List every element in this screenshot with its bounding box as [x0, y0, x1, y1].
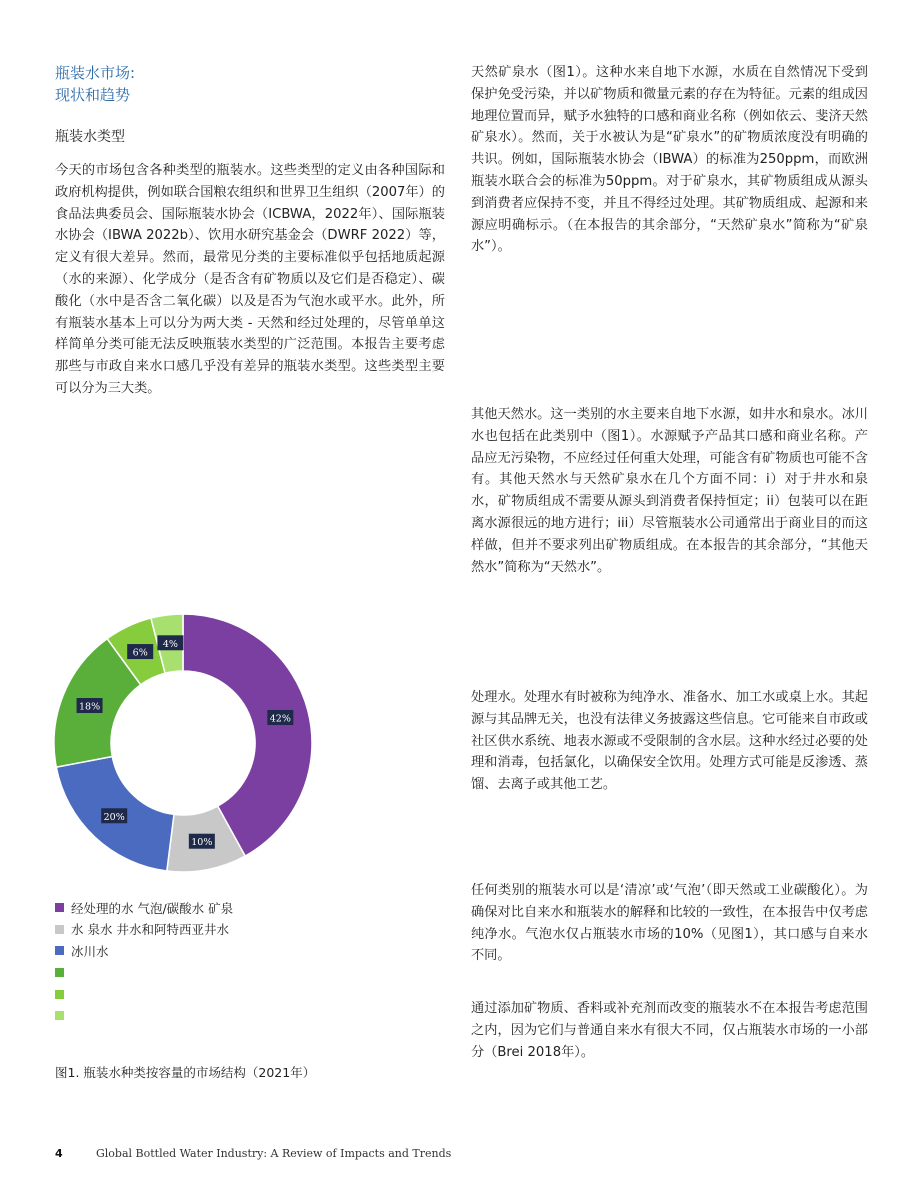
- other-natural-water-paragraph: 其他天然水。这一类别的水主要来自地下水源，如井水和泉水。冰川水也包括在此类别中（图1）。水源赋予产品其口感和商业名称。产品应无污染物，不应经过任何重大处理，可能含有矿物质也可能不含有。其他天然水与天然矿泉水在几个方面不同：i）对于井水和泉水，矿物质组成不需要从源头到消费者保持恒定；ii）包装可以在距离水源很远的地方进行；iii）尽管瓶装水公司通常出于商业目的而这样做，但并不要求列出矿物质组成。在本报告的其余部分，“其他天然水”简称为“天然水”。: [471, 407, 868, 575]
- donut-label-0: [267, 710, 293, 725]
- intro-paragraph: 今天的市场包含各种类型的瓶装水。这些类型的定义由各种国际和政府机构提供，例如联合国粮农组织和世界卫生组织（2007年）的食品法典委员会、国际瓶装水协会（ICBWA，2022年）、国际瓶装水协会（IBWA 2022b）、饮用水研究基金会（DWRF 2022）等，定义有很大差异。然而，最常见分类的主要标准似乎包括地质起源（水的来源）、化学成分（是否含有矿物质以及它们是否稳定）、碳酸化（水中是否含二氧化碳）以及是否为气泡水或平水。此外，所有瓶装水基本上可以分为两大类 - 天然和经过处理的，尽管单单这样简单分类可能无法反映瓶装水类型的广泛范围。本报告主要考虑那些与市政自来水口感几乎没有差异的瓶装水类型。这些类型主要可以分为三大类。: [55, 163, 445, 396]
- donut-label-2: [101, 808, 127, 823]
- legend-item-5: [55, 1005, 233, 1027]
- donut-label-text-0: 42%: [269, 713, 291, 725]
- donut-label-text-2: 20%: [103, 811, 125, 823]
- mineral-water-paragraph: 天然矿泉水（图1）。这种水来自地下水源，水质在自然情况下受到保护免受污染，并以矿物质和微量元素的存在为特征。元素的组成因地理位置而异，赋予水独特的口感和商业名称（例如依云、斐济天然矿泉水）。然而，关于水被认为是“矿泉水”的矿物质浓度没有明确的共识。例如，国际瓶装水协会（IBWA）的标准为250ppm，而欧洲瓶装水联合会的标准为50ppm。对于矿泉水，其矿物质组成从源头到消费者应保持不变，并且不得经过处理。其矿物质组成、起源和来源应明确标示。（在本报告的其余部分，“天然矿泉水”简称为“矿泉水”）。: [471, 65, 868, 255]
- donut-label-text-3: 18%: [78, 701, 101, 713]
- legend-swatch-1: [55, 925, 64, 934]
- donut-label-3: [77, 698, 103, 713]
- page-title-line2: 现状和趋势: [55, 86, 131, 104]
- figure-caption: 图1. 瓶装水种类按容量的市场结构（2021年）: [55, 1065, 316, 1080]
- legend-swatch-4: [55, 990, 64, 999]
- donut-label-text-1: 10%: [191, 837, 213, 849]
- sparkling-paragraph: 任何类别的瓶装水可以是‘清凉’或‘气泡’（即天然或工业碳酸化）。为确保对比自来水和瓶装水的解释和比较的一致性，在本报告中仅考虑纯净水。气泡水仅占瓶装水市场的10%（见图1），其口感与自来水不同。: [471, 883, 868, 964]
- chart-legend: [55, 897, 233, 1027]
- legend-item-2: [55, 940, 233, 962]
- page-title-line1: 瓶装水市场:: [55, 64, 136, 82]
- page-number: 4: [55, 1147, 63, 1160]
- donut-label-5: [157, 635, 183, 650]
- donut-label-4: [127, 644, 153, 659]
- legend-swatch-3: [55, 968, 64, 977]
- treated-water-paragraph: 处理水。处理水有时被称为纯净水、准备水、加工水或桌上水。其起源与其品牌无关，也没有法律义务披露这些信息。它可能来自市政或社区供水系统、地表水源或不受限制的含水层。这种水经过必要的处理和消毒，包括氯化，以确保安全饮用。处理方式可能是反渗透、蒸馏、去离子或其他工艺。: [471, 690, 868, 793]
- legend-label-1: 水 泉水 井水和阿特西亚井水: [71, 922, 229, 938]
- market-structure-donut-chart: [40, 600, 330, 890]
- legend-item-1: [55, 919, 233, 941]
- legend-item-4: [55, 983, 233, 1005]
- legend-item-0: [55, 897, 233, 919]
- legend-swatch-0: [55, 903, 64, 912]
- legend-swatch-2: [55, 946, 64, 955]
- exclusion-paragraph: 通过添加矿物质、香料或补充剂而改变的瓶装水不在本报告考虑范围之内，因为它们与普通自来水有很大不同，仅占瓶装水市场的一小部分（Brei 2018年）。: [471, 1001, 868, 1060]
- section-subheading: 瓶装水类型: [55, 129, 125, 145]
- donut-label-text-5: 4%: [162, 638, 178, 650]
- page-title: [55, 62, 415, 106]
- donut-label-text-4: 6%: [132, 647, 148, 659]
- legend-label-2: 冰川水: [71, 943, 109, 959]
- footer-title: Global Bottled Water Industry: A Review of Impacts and Trends: [96, 1147, 452, 1160]
- legend-item-3: [55, 962, 233, 984]
- legend-label-0: 经处理的水 气泡/碳酸水 矿泉: [71, 900, 234, 916]
- legend-swatch-5: [55, 1011, 64, 1020]
- donut-label-1: [189, 834, 215, 849]
